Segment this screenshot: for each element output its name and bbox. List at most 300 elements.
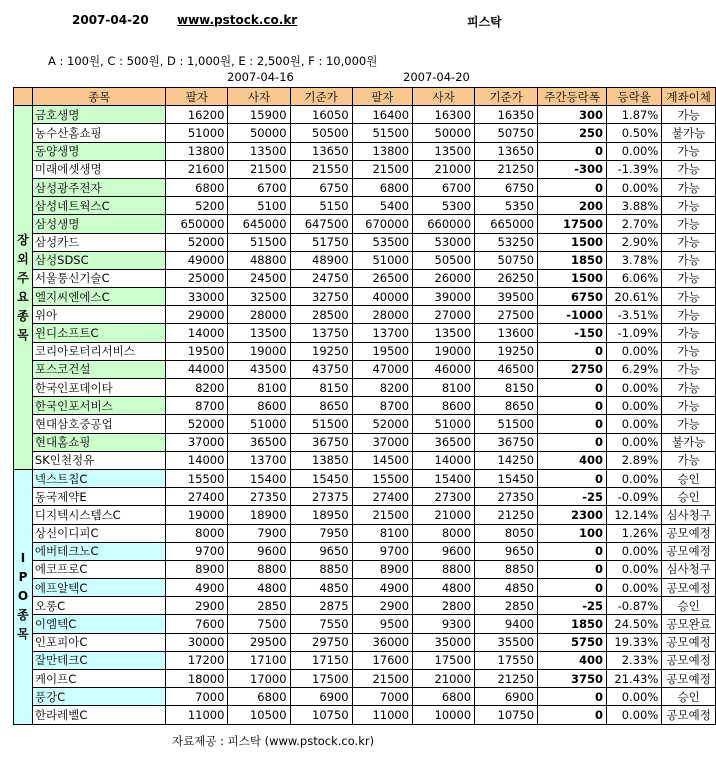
change-rate: -1.39% [607,160,662,178]
stock-name: 에프알텍C [32,579,165,597]
price-cell: 21000 [413,670,475,688]
price-cell: 19000 [166,506,228,524]
stock-name: 삼성생명 [32,215,165,233]
weekly-change: 1850 [538,615,607,633]
price-unit-note: A : 100원, C : 500원, D : 1,000원, E : 2,500원, F : 10,000원 [48,54,378,68]
transfer-status: 가능 [662,142,716,160]
price-cell: 5150 [290,197,352,215]
price-cell: 36500 [228,433,290,451]
price-cell: 8100 [228,379,290,397]
price-cell: 7000 [352,688,412,706]
price-cell: 29750 [290,633,352,651]
change-rate: 0.00% [607,142,662,160]
price-cell: 33000 [166,288,228,306]
stock-name: 윈디소프트C [32,324,165,342]
price-cell: 18000 [166,670,228,688]
transfer-status: 가능 [662,197,716,215]
weekly-change: 400 [538,451,607,469]
price-cell: 5200 [166,197,228,215]
transfer-status: 불가능 [662,124,716,142]
change-rate: 19.33% [607,633,662,651]
section-label-char: 종 [17,308,29,323]
price-cell: 37000 [166,433,228,451]
weekly-change: 0 [538,688,607,706]
table-row [14,397,716,415]
price-cell: 21500 [352,506,412,524]
price-cell: 13500 [228,324,290,342]
price-cell: 8600 [228,397,290,415]
price-cell: 28000 [228,306,290,324]
source-credit: 자료제공 : 피스탁 (www.pstock.co.kr) [172,734,375,748]
table-row [14,306,716,324]
price-cell: 13700 [228,451,290,469]
section-label-char: P [18,570,28,585]
price-cell: 8800 [228,560,290,578]
price-cell: 17500 [413,651,475,669]
price-cell: 4900 [166,579,228,597]
column-header: 계좌이체 [662,88,716,106]
stock-name: 한국인포데이타 [32,379,165,397]
price-cell: 13600 [475,324,538,342]
price-cell: 13650 [475,142,538,160]
change-rate: 0.50% [607,124,662,142]
section-label-char: 장 [17,232,29,247]
transfer-status: 심사청구 [662,506,716,524]
change-rate: 0.00% [607,560,662,578]
price-cell: 16050 [290,106,352,124]
weekly-change: 1850 [538,251,607,269]
weekly-change: -150 [538,324,607,342]
transfer-status: 공모예정 [662,670,716,688]
price-cell: 2900 [352,597,412,615]
price-cell: 8100 [352,524,412,542]
table-header-row [14,88,716,106]
price-cell: 21500 [352,160,412,178]
price-cell: 2900 [166,597,228,615]
corner-cell [14,88,33,106]
table-row [14,633,716,651]
stock-name: 현대삼호중공업 [32,415,165,433]
column-header: 종목 [32,88,165,106]
stock-name: 삼성카드 [32,233,165,251]
price-cell: 43500 [228,360,290,378]
table-row [14,524,716,542]
price-cell: 16200 [166,106,228,124]
transfer-status: 가능 [662,215,716,233]
price-cell: 18900 [228,506,290,524]
table-row [14,360,716,378]
price-cell: 13500 [413,324,475,342]
section-label-otc [14,106,33,470]
price-cell: 14500 [352,451,412,469]
price-cell: 13700 [352,324,412,342]
column-header: 팔자 [166,88,228,106]
table-row [14,488,716,506]
price-cell: 13500 [228,142,290,160]
stock-name: 농수산홈쇼핑 [32,124,165,142]
price-cell: 49000 [166,251,228,269]
price-cell: 50500 [290,124,352,142]
table-row [14,178,716,196]
stock-name: 현대홈쇼핑 [32,433,165,451]
transfer-status: 가능 [662,251,716,269]
price-cell: 52000 [166,415,228,433]
price-cell: 24500 [228,269,290,287]
table-row [14,415,716,433]
table-row [14,142,716,160]
price-cell: 8600 [413,397,475,415]
weekly-change: 0 [538,178,607,196]
stock-name: 금호생명 [32,106,165,124]
column-header: 등락율 [607,88,662,106]
price-cell: 16300 [413,106,475,124]
price-cell: 51000 [166,124,228,142]
price-cell: 665000 [475,215,538,233]
price-cell: 13850 [290,451,352,469]
price-cell: 14250 [475,451,538,469]
price-cell: 16350 [475,106,538,124]
table-row [14,233,716,251]
price-cell: 6750 [475,178,538,196]
table-row [14,197,716,215]
price-cell: 15450 [475,469,538,487]
price-cell: 27500 [475,306,538,324]
price-cell: 53000 [413,233,475,251]
price-cell: 21250 [475,670,538,688]
stock-name: 코리아로터리서비스 [32,342,165,360]
price-cell: 21500 [228,160,290,178]
price-cell: 6800 [228,688,290,706]
price-cell: 6800 [352,178,412,196]
price-cell: 7500 [228,615,290,633]
price-cell: 15500 [352,469,412,487]
transfer-status: 가능 [662,288,716,306]
change-rate: -0.87% [607,597,662,615]
price-cell: 15400 [228,469,290,487]
price-cell: 10500 [228,706,290,724]
change-rate: -1.09% [607,324,662,342]
weekly-change: 300 [538,106,607,124]
price-cell: 9650 [290,542,352,560]
price-cell: 27000 [413,306,475,324]
site-link[interactable]: www.pstock.co.kr [177,13,298,27]
change-rate: 24.50% [607,615,662,633]
table-row [14,579,716,597]
price-cell: 6900 [290,688,352,706]
stock-name: 한라레벨C [32,706,165,724]
price-cell: 8200 [352,379,412,397]
price-cell: 17100 [228,651,290,669]
stock-name: 에코프로C [32,560,165,578]
price-cell: 16400 [352,106,412,124]
section-label-char: 요 [17,289,29,304]
table-row [14,597,716,615]
price-cell: 30000 [166,633,228,651]
price-cell: 4800 [413,579,475,597]
table-row [14,269,716,287]
column-header: 기준가 [290,88,352,106]
price-cell: 15500 [166,469,228,487]
price-cell: 36000 [352,633,412,651]
price-cell: 21500 [352,670,412,688]
table-row [14,615,716,633]
table-row [14,288,716,306]
price-cell: 9700 [352,542,412,560]
weekly-change: 1500 [538,269,607,287]
price-cell: 51500 [352,124,412,142]
transfer-status: 가능 [662,324,716,342]
change-rate: 3.88% [607,197,662,215]
stock-name: 한국인포서비스 [32,397,165,415]
price-cell: 39000 [413,288,475,306]
section-label-char: I [20,551,26,566]
transfer-status: 승인 [662,469,716,487]
price-cell: 650000 [166,215,228,233]
price-cell: 50750 [475,124,538,142]
price-cell: 5400 [352,197,412,215]
price-cell: 13500 [413,142,475,160]
price-cell: 2800 [413,597,475,615]
weekly-change: -25 [538,597,607,615]
report-date: 2007-04-20 [72,13,149,27]
price-cell: 8000 [413,524,475,542]
weekly-change: 0 [538,560,607,578]
price-cell: 21000 [413,506,475,524]
price-cell: 9600 [413,542,475,560]
table-row [14,706,716,724]
change-rate: 2.33% [607,651,662,669]
price-cell: 7550 [290,615,352,633]
table-row [14,324,716,342]
brand-name: 피스탁 [467,15,502,29]
price-cell: 51000 [352,251,412,269]
weekly-change: -300 [538,160,607,178]
weekly-change: 200 [538,197,607,215]
price-cell: 53500 [352,233,412,251]
table-row [14,560,716,578]
stock-name: 오롱C [32,597,165,615]
change-rate: 0.00% [607,706,662,724]
price-cell: 14000 [413,451,475,469]
price-cell: 6900 [475,688,538,706]
column-header: 기준가 [475,88,538,106]
price-cell: 647500 [290,215,352,233]
table-row [14,124,716,142]
transfer-status: 가능 [662,415,716,433]
price-cell: 46000 [413,360,475,378]
transfer-status: 공모예정 [662,524,716,542]
price-cell: 9600 [228,542,290,560]
change-rate: 0.00% [607,579,662,597]
price-cell: 35000 [413,633,475,651]
transfer-status: 승인 [662,488,716,506]
change-rate: 6.29% [607,360,662,378]
weekly-change: 100 [538,524,607,542]
weekly-change: 6750 [538,288,607,306]
table-row [14,379,716,397]
price-cell: 8700 [352,397,412,415]
change-rate: 1.87% [607,106,662,124]
price-cell: 51500 [228,233,290,251]
price-cell: 8800 [413,560,475,578]
weekly-change: 0 [538,706,607,724]
price-cell: 5300 [413,197,475,215]
price-cell: 8100 [413,379,475,397]
price-cell: 50000 [413,124,475,142]
curr-date-label: 2007-04-20 [403,70,470,84]
price-cell: 7000 [166,688,228,706]
transfer-status: 심사청구 [662,560,716,578]
price-cell: 19250 [475,342,538,360]
price-cell: 35500 [475,633,538,651]
column-header: 주간등락폭 [538,88,607,106]
table-row [14,688,716,706]
price-cell: 9700 [166,542,228,560]
price-cell: 7600 [166,615,228,633]
price-cell: 6800 [166,178,228,196]
weekly-change: 0 [538,142,607,160]
transfer-status: 불가능 [662,433,716,451]
price-cell: 48900 [290,251,352,269]
stock-name: 풍강C [32,688,165,706]
section-label-char: 종 [17,608,29,623]
price-cell: 8650 [290,397,352,415]
price-cell: 2875 [290,597,352,615]
price-cell: 52000 [352,415,412,433]
price-cell: 21600 [166,160,228,178]
change-rate: -0.09% [607,488,662,506]
transfer-status: 승인 [662,688,716,706]
price-cell: 660000 [413,215,475,233]
price-cell: 24750 [290,269,352,287]
transfer-status: 가능 [662,160,716,178]
transfer-status: 가능 [662,379,716,397]
table-row [14,542,716,560]
price-cell: 18950 [290,506,352,524]
section-label-char: 목 [17,627,29,642]
weekly-change: 0 [538,379,607,397]
price-cell: 27350 [475,488,538,506]
price-cell: 8150 [475,379,538,397]
price-cell: 43750 [290,360,352,378]
price-cell: 17000 [228,670,290,688]
weekly-change: 0 [538,542,607,560]
price-cell: 52000 [166,233,228,251]
stock-name: 미래에셋생명 [32,160,165,178]
price-cell: 28000 [352,306,412,324]
price-cell: 10750 [475,706,538,724]
stock-name: 서울통신기술C [32,269,165,287]
transfer-status: 가능 [662,178,716,196]
price-cell: 8900 [166,560,228,578]
table-row [14,469,716,487]
price-cell: 8900 [352,560,412,578]
table-row [14,160,716,178]
transfer-status: 가능 [662,269,716,287]
price-cell: 15450 [290,469,352,487]
stock-name: 동국제약E [32,488,165,506]
table-row [14,670,716,688]
price-cell: 6700 [413,178,475,196]
price-cell: 4900 [352,579,412,597]
price-cell: 48800 [228,251,290,269]
section-label-ipo [14,469,33,724]
transfer-status: 가능 [662,397,716,415]
column-header: 팔자 [352,88,412,106]
section-label-char: 목 [17,327,29,342]
weekly-change: 0 [538,342,607,360]
price-cell: 10750 [290,706,352,724]
transfer-status: 가능 [662,106,716,124]
change-rate: 0.00% [607,178,662,196]
transfer-status: 공모예정 [662,579,716,597]
table-row [14,433,716,451]
weekly-change: 0 [538,397,607,415]
change-rate: 20.61% [607,288,662,306]
price-cell: 19250 [290,342,352,360]
weekly-change: 3750 [538,670,607,688]
price-cell: 11000 [166,706,228,724]
column-header: 사자 [228,88,290,106]
change-rate: 0.00% [607,688,662,706]
price-cell: 36750 [475,433,538,451]
prev-date-label: 2007-04-16 [227,70,294,84]
price-cell: 13800 [352,142,412,160]
price-cell: 21250 [475,506,538,524]
change-rate: 0.00% [607,433,662,451]
transfer-status: 가능 [662,360,716,378]
price-cell: 8000 [166,524,228,542]
price-cell: 17200 [166,651,228,669]
change-rate: 2.90% [607,233,662,251]
price-cell: 44000 [166,360,228,378]
price-cell: 17150 [290,651,352,669]
stock-price-table [13,87,716,725]
price-cell: 19500 [352,342,412,360]
change-rate: 2.70% [607,215,662,233]
change-rate: 12.14% [607,506,662,524]
price-cell: 15400 [413,469,475,487]
price-cell: 50750 [475,251,538,269]
price-cell: 8850 [290,560,352,578]
price-cell: 13650 [290,142,352,160]
change-rate: 0.00% [607,542,662,560]
price-cell: 25000 [166,269,228,287]
price-cell: 29500 [228,633,290,651]
price-cell: 51500 [475,415,538,433]
section-label-char: 외 [17,251,29,266]
price-cell: 14000 [166,451,228,469]
price-cell: 19000 [413,342,475,360]
change-rate: -3.51% [607,306,662,324]
transfer-status: 공모예정 [662,633,716,651]
price-cell: 19500 [166,342,228,360]
price-cell: 39500 [475,288,538,306]
weekly-change: -25 [538,488,607,506]
price-cell: 13750 [290,324,352,342]
price-cell: 4850 [475,579,538,597]
change-rate: 3.78% [607,251,662,269]
price-cell: 27400 [166,488,228,506]
price-cell: 27400 [352,488,412,506]
price-cell: 14000 [166,324,228,342]
price-cell: 8700 [166,397,228,415]
weekly-change: -1000 [538,306,607,324]
price-cell: 17550 [475,651,538,669]
table-row [14,651,716,669]
price-cell: 27350 [228,488,290,506]
price-cell: 19000 [228,342,290,360]
